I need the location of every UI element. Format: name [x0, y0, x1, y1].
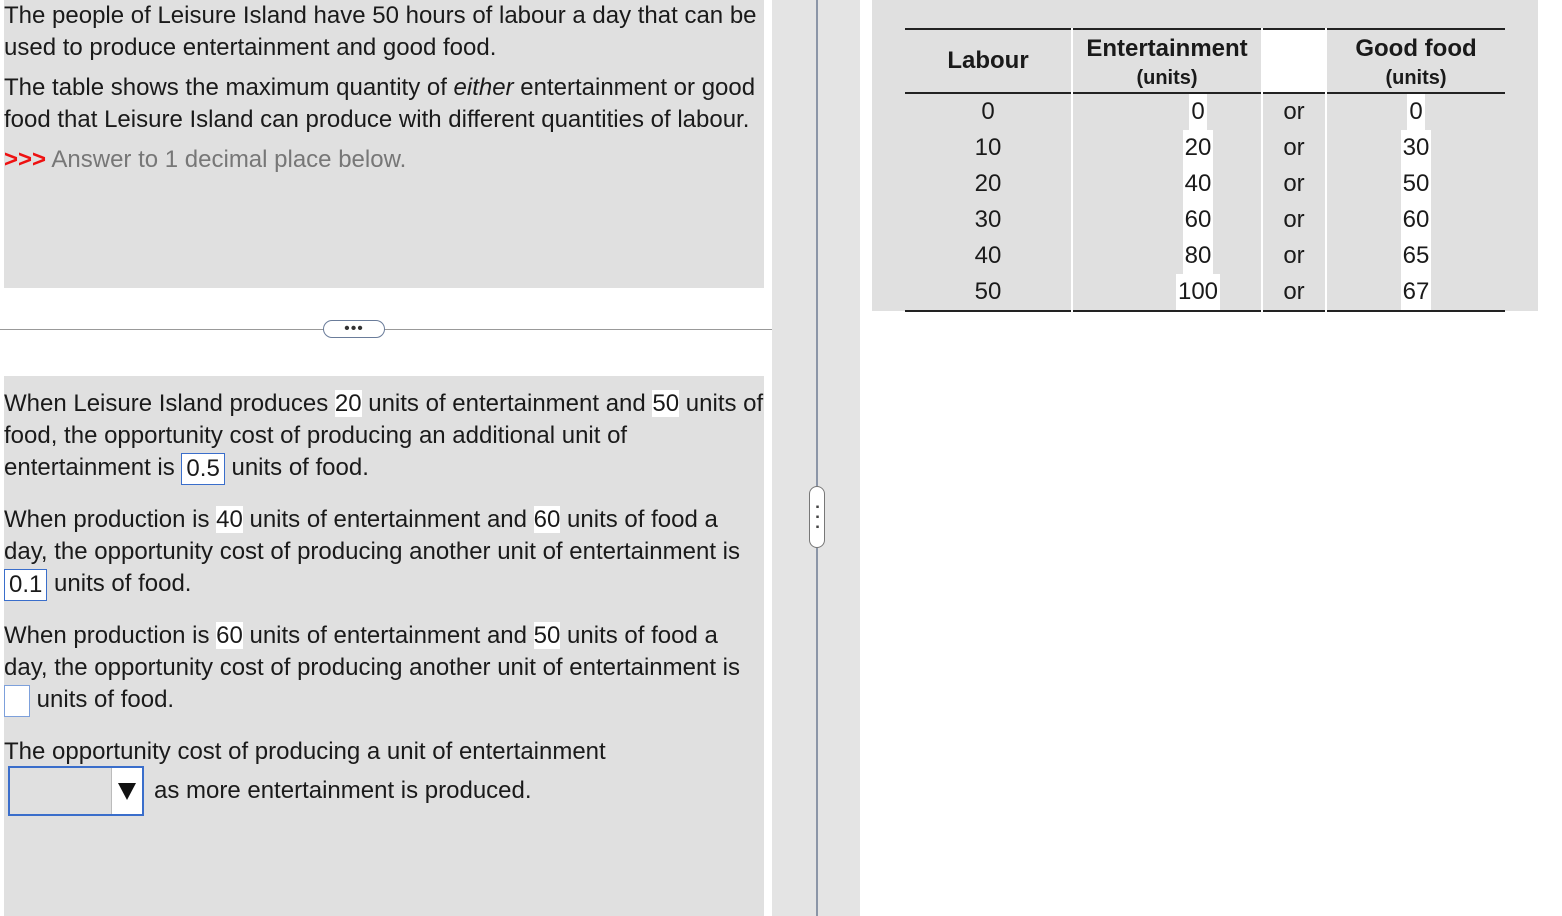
q4-suffix: as more entertainment is produced. [154, 777, 532, 804]
q1-entertainment-value: 20 [334, 390, 362, 417]
production-table [905, 28, 1505, 312]
question-panel [4, 376, 764, 916]
pane-divider-line [816, 0, 818, 916]
header-or [1262, 29, 1326, 93]
q2-answer-field[interactable]: 0.1 [4, 569, 47, 601]
question-1: When Leisure Island produces 20 units of entertainment and 50 units of food, the opportunity cost of producing an additional unit of entertainment is 0.5 units of food. [4, 388, 764, 485]
q1-answer-field[interactable]: 0.5 [181, 453, 224, 485]
q3-entertainment-value: 60 [216, 622, 243, 649]
intro-panel [4, 0, 764, 288]
q2-food-value: 60 [533, 506, 561, 533]
table-header-row [905, 29, 1505, 93]
table-row: 40 80 or 65 [905, 238, 1505, 274]
table-row: 50 100 or 67 [905, 274, 1505, 311]
question-2: When production is 40 units of entertainment and 60 units of food a day, the opportunity cost of producing another unit of entertainment is 0.1 units of food. [4, 504, 764, 601]
header-food: Good food (units) [1326, 29, 1505, 93]
q4-dropdown[interactable] [8, 766, 144, 816]
intro-paragraph-1: The people of Leisure Island have 50 hours of labour a day that can be used to produce entertainment and good food. [4, 2, 757, 61]
q1-food-value: 50 [652, 390, 680, 417]
header-labour: Labour [947, 47, 1029, 74]
emphasis-either: either [453, 74, 514, 101]
intro-paragraph-2: The table shows the maximum quantity of either entertainment or good food that Leisure Island can produce with different quantities of labour. [4, 74, 756, 133]
expand-more-button[interactable]: ••• [323, 320, 385, 338]
header-entertainment: Entertainment (units) [1072, 29, 1262, 93]
resize-handle-icon[interactable]: ▪▪▪ [809, 486, 825, 548]
table-row: 0 0 or 0 [905, 93, 1505, 130]
q4-select-row [8, 766, 532, 816]
q3-answer-field[interactable] [4, 685, 30, 717]
q2-entertainment-value: 40 [216, 506, 243, 533]
answer-hint: >>> Answer to 1 decimal place below. [4, 146, 407, 173]
table-row: 20 40 or 50 [905, 166, 1505, 202]
question-3: When production is 60 units of entertainment and 50 units of food a day, the opportunity cost of producing another unit of entertainment is units of food. [4, 620, 764, 717]
pane-divider [772, 0, 860, 916]
section-separator [0, 329, 772, 330]
table-row: 30 60 or 60 [905, 202, 1505, 238]
table-row: 10 20 or 30 [905, 130, 1505, 166]
dropdown-arrow-icon[interactable] [111, 768, 142, 814]
q3-food-value: 50 [533, 622, 561, 649]
question-4: The opportunity cost of producing a unit of entertainment [4, 738, 606, 765]
hint-arrows: >>> [4, 146, 47, 173]
